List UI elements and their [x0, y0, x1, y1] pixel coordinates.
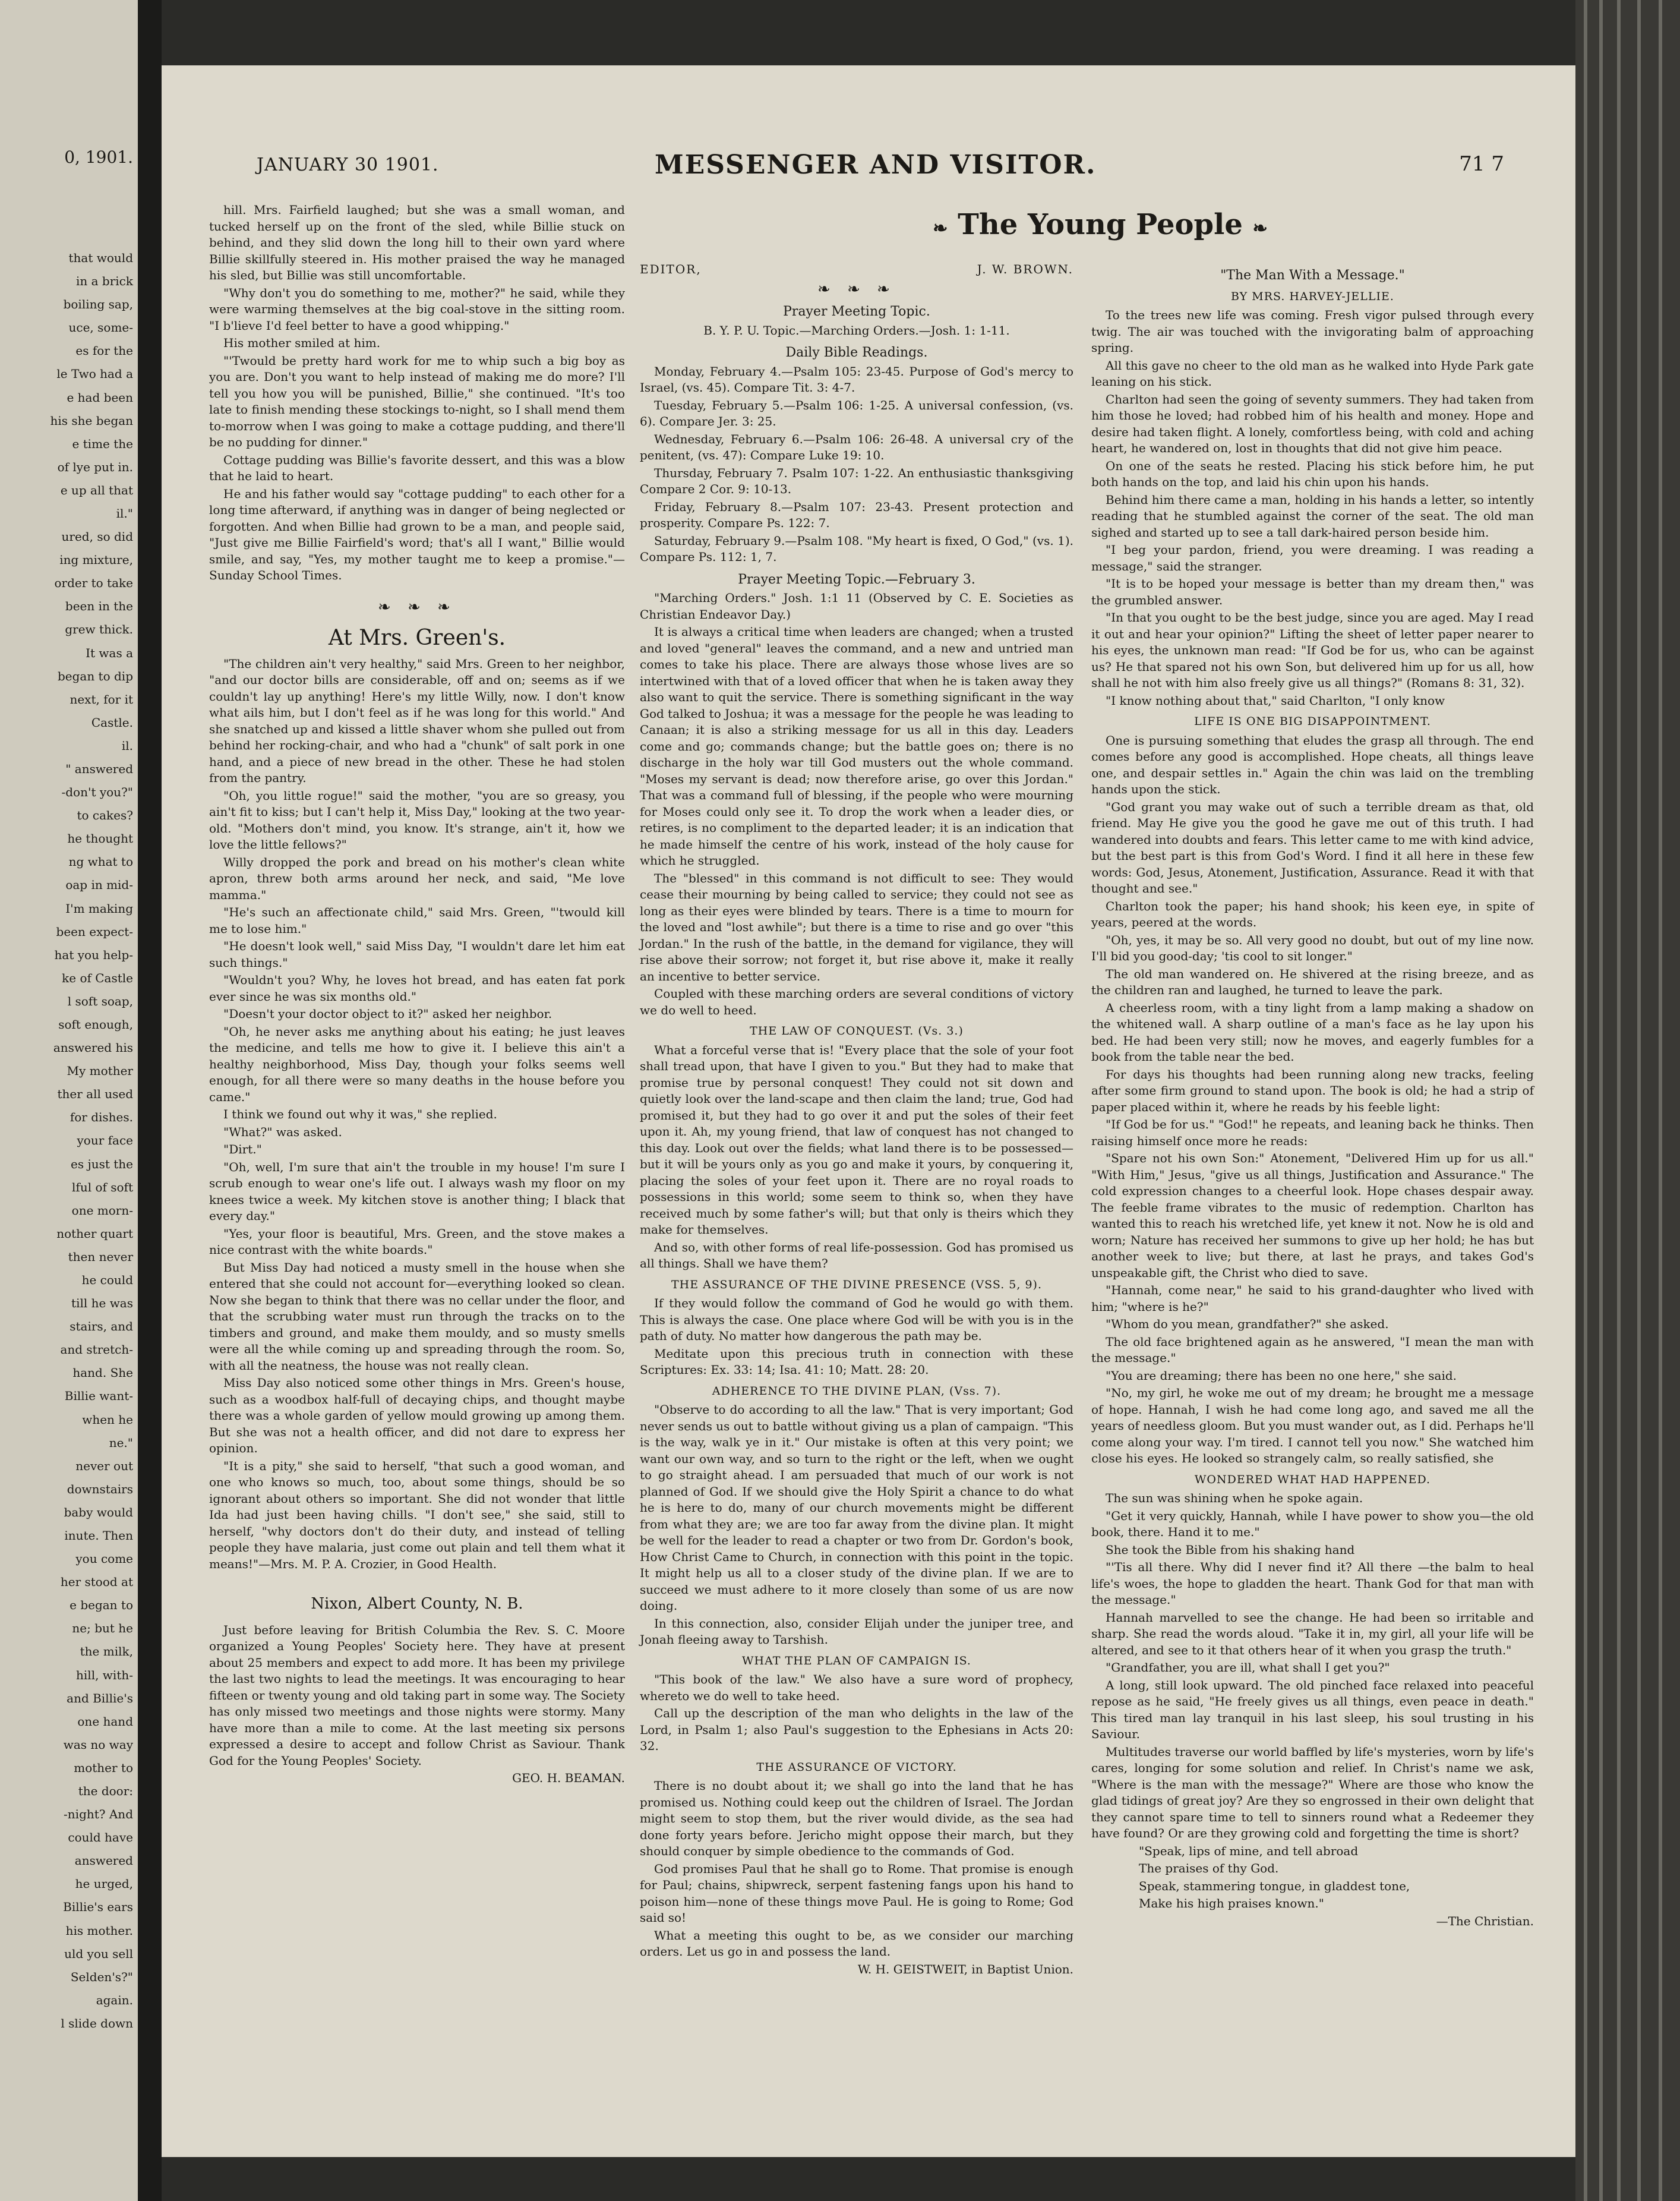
- editor-line: [640, 261, 1073, 278]
- paragraph: A long, still look upward. The old pinched face relaxed into peaceful repose as he said, "He freely gives us all things, even peace in death." This tired man lay tranquil in his last sleep, his soul trusting in his Saviour.: [1091, 1677, 1534, 1741]
- fragment-line: ng what to: [68, 854, 133, 869]
- paragraph: For days his thoughts had been running along new tracks, feeling after some firm ground to stand upon. The book is old; he had a strip of paper placed within it, where he reads by his feeble light:: [1091, 1067, 1534, 1114]
- fragment-line: boiling sap,: [63, 297, 133, 312]
- paragraph: Behind him there came a man, holding in his hands a letter, so intently reading that he stumbled against the corner of the seat. The old man sighed and started up to see a tall dark-haired person beside him.: [1091, 492, 1534, 540]
- fragment-line: he urged,: [75, 1877, 133, 1891]
- fragment-line: l slide down: [61, 2016, 133, 2030]
- fragment-line: es for the: [75, 343, 133, 358]
- paragraph: "It is to be hoped your message is better than my dream then," was the grumbled answer.: [1091, 576, 1534, 607]
- paragraph: Call up the description of the man who delights in the law of the Lord, in Psalm 1; also Paul's suggestion to the Ephesians in Acts 20: 32.: [640, 1706, 1073, 1753]
- paragraph: "This book of the law." We also have a sure word of prophecy, whereto we do well to take heed.: [640, 1672, 1073, 1703]
- story-title: At Mrs. Green's.: [328, 626, 506, 650]
- paragraph: Wednesday, February 6.—Psalm 106: 26-48. A universal cry of the penitent, (vs. 47): Compare Luke 19: 10.: [640, 431, 1073, 462]
- column-1: [209, 202, 625, 1789]
- paragraph: Charlton took the paper; his hand shook; his keen eye, in spite of years, peered at the words.: [1091, 898, 1534, 929]
- page-number: 71 7: [1459, 152, 1504, 176]
- subsection-heading: THE ASSURANCE OF VICTORY.: [756, 1760, 957, 1774]
- fragment-line: l soft soap,: [67, 994, 133, 1008]
- paragraph: "Marching Orders." Josh. 1:1 11 (Observed by C. E. Societies as Christian Endeavor Day.): [640, 591, 1073, 622]
- paragraph: "Observe to do according to all the law." That is very important; God never sends us out to battle without giving us a plan of campaign. "This is the way, walk ye in it." Our mistake is often at this very point; we want our own way, and so turn to the right or the left, when we ought to go straight ahead. I am persuaded that much of our work is not planned of God. If we should give the Holy Spirit a chance to do what he is here to do, many of our church movements might be different from what they are; we are too far away from the divine plan. It might be well for the leader to read a chapter or two from Dr. Gordon's book, How Christ Came to Church, in connection with this point in the topic. It might help us all to a closer study of the divine plan. If we are to succeed we must adhere to it more closely than some of us are now doing.: [640, 1402, 1073, 1613]
- fragment-line: your face: [77, 1133, 133, 1148]
- fragment-line: for dishes.: [70, 1110, 133, 1125]
- fragment-line: you come: [75, 1552, 133, 1566]
- story-title: Nixon, Albert County, N. B.: [311, 1595, 523, 1613]
- fragment-line: downstairs: [67, 1481, 133, 1496]
- paragraph: "I beg your pardon, friend, you were dreaming. I was reading a message," said the stranger.: [1091, 543, 1534, 573]
- fragment-line: e had been: [67, 390, 133, 405]
- fragment-line: he could: [81, 1273, 133, 1287]
- fragment-line: could have: [68, 1830, 133, 1845]
- paragraph: "Whom do you mean, grandfather?" she asked.: [1106, 1317, 1389, 1331]
- paragraph: "Hannah, come near," he said to his grand-daughter who lived with him; "where is he?": [1091, 1283, 1534, 1314]
- fragment-line: began to dip: [57, 669, 133, 683]
- fragment-line: ured, so did: [61, 529, 133, 544]
- paragraph: He and his father would say "cottage pudding" to each other for a long time afterward, if anything was in danger of being neglected or forgotten. And when Billie had grown to be a man, and people said, "Just give me Billie Fairfield's word; that's all I want," Billie would smile, and say, "Yes, my mother taught me to keep a promise."—Sunday School Times.: [209, 486, 625, 582]
- fragment-line: been in the: [65, 599, 133, 614]
- paragraph: On one of the seats he rested. Placing his stick before him, he put both hands on the top, and laid his chin upon his hands.: [1091, 458, 1534, 489]
- binding-gutter: [138, 0, 162, 2201]
- leaf-ornament-icon: ❧: [1252, 218, 1268, 239]
- paragraph: "What?" was asked.: [223, 1124, 342, 1139]
- paragraph: "God grant you may wake out of such a terrible dream as that, old friend. May He give you the good he gave me out of this truth. I had wandered into doubts and fears. This letter came to me with kind advice, but the best part is this from God's Word. I find it all here in these few words: God, Jesus, Atonement, Justification, Assurance. Read it with that thought and see.": [1091, 799, 1534, 895]
- subsection-heading: THE LAW OF CONQUEST. (Vs. 3.): [750, 1024, 964, 1038]
- fragment-line: the door:: [78, 1784, 133, 1798]
- paragraph: But Miss Day had noticed a musty smell in the house when she entered that she could not account for—everything looked so clean. Now she began to think that there was no cellar under the floor, and that the scrubbing water must run through the tracks on to the timbers and ground, and make them mouldy, and so musty smells were all the while coming up and spreading through the room. So, with all the neatness, the house was not really clean.: [209, 1260, 625, 1373]
- fragment-line: again.: [96, 1992, 133, 2007]
- fragment-line: grew thick.: [65, 622, 133, 637]
- fragment-line: uld you sell: [64, 1946, 133, 1961]
- paragraph: "In that you ought to be the best judge, since you are aged. May I read it out and hear your opinion?" Lifting the sheet of letter paper nearer to his eyes, the unknown man read: "If God be for us, who can be against us? He that spared not his own Son, but delivered him up for us all, how shall he not with him also freely give us all things?" (Romans 8: 31, 32).: [1091, 610, 1534, 690]
- fragment-line: es just the: [71, 1156, 133, 1171]
- fragment-line: answered: [74, 1853, 133, 1868]
- ornament-divider: ❧ ❧ ❧: [817, 280, 896, 298]
- paragraph: "Oh, he never asks me anything about his eating; he just leaves the medicine, and tells me how to give it. I believe this ain't a healthy neighborhood, Miss Day, though your folks seems well enough, for all there were so many deaths in the house before you came.": [209, 1024, 625, 1104]
- signature: W. H. GEISTWEIT, in Baptist Union.: [857, 1962, 1073, 1976]
- fragment-line: My mother: [67, 1064, 133, 1079]
- fragment-line: uce, some-: [68, 320, 133, 335]
- fragment-line: stairs, and: [70, 1319, 133, 1334]
- fragment-line: been expect-: [56, 924, 133, 939]
- issue-date: JANUARY 30 1901.: [257, 154, 439, 175]
- fragment-line: inute. Then: [64, 1528, 133, 1543]
- fragment-line: her stood at: [60, 1575, 133, 1590]
- fragment-line: ing mixture,: [59, 553, 133, 567]
- paragraph: "Speak, lips of mine, and tell abroad: [1139, 1843, 1359, 1858]
- fragment-line: one hand: [77, 1714, 133, 1729]
- paragraph: "Yes, your floor is beautiful, Mrs. Green, and the stove makes a nice contrast with the white boards.": [209, 1226, 625, 1257]
- section-title-text: The Young People: [958, 208, 1243, 241]
- paragraph: And so, with other forms of real life-possession. God has promised us all things. Shall we have them?: [640, 1240, 1073, 1270]
- paragraph: Coupled with these marching orders are several conditions of victory we do well to heed.: [640, 986, 1073, 1017]
- fragment-line: -night? And: [64, 1807, 133, 1822]
- paragraph: The sun was shining when he spoke again.: [1106, 1491, 1363, 1505]
- ornament-divider: ❧ ❧ ❧: [378, 598, 456, 616]
- fragment-line: when he: [82, 1412, 133, 1427]
- fragment-line: hand. She: [72, 1366, 133, 1380]
- fragment-line: e began to: [70, 1598, 133, 1613]
- fragment-line: and stretch-: [60, 1342, 133, 1357]
- fragment-line: to cakes?: [77, 808, 133, 823]
- byline: BY MRS. HARVEY-JELLIE.: [1231, 289, 1394, 303]
- fragment-line: Billie's ears: [63, 1900, 133, 1915]
- paragraph: "You are dreaming; there has been no one here," she said.: [1106, 1368, 1457, 1383]
- paragraph: The old man wandered on. He shivered at the rising breeze, and as the children ran and laughed, he turned to leave the park.: [1091, 966, 1534, 997]
- paragraph: "Wouldn't you? Why, he loves hot bread, and has eaten fat pork ever since he was six months old.": [209, 973, 625, 1004]
- paragraph: "Dirt.": [223, 1142, 262, 1156]
- fragment-line: It was a: [86, 645, 133, 660]
- fragment-line: answered his: [53, 1040, 133, 1055]
- paragraph: She took the Bible from his shaking hand: [1106, 1542, 1355, 1557]
- signature: —The Christian.: [1436, 1913, 1534, 1928]
- fragment-header: 0, 1901.: [64, 147, 133, 167]
- paragraph: What a meeting this ought to be, as we consider our marching orders. Let us go in and possess the land.: [640, 1928, 1073, 1959]
- fragment-line: one morn-: [71, 1203, 133, 1218]
- fragment-line: that would: [68, 251, 133, 265]
- fragment-line: oap in mid-: [65, 878, 133, 893]
- prayer-topic-heading: Prayer Meeting Topic.: [783, 304, 930, 319]
- paragraph: All this gave no cheer to the old man as he walked into Hyde Park gate leaning on his stick.: [1091, 358, 1534, 389]
- paragraph: "Get it very quickly, Hannah, while I have power to show you—the old book, there. Hand it to me.": [1091, 1508, 1534, 1539]
- fragment-line: hill, with-: [76, 1667, 133, 1682]
- fragment-line: was no way: [63, 1737, 133, 1752]
- fragment-line: of lye put in.: [57, 459, 133, 474]
- paragraph: Thursday, February 7. Psalm 107: 1-22. An enthusiastic thanksgiving Compare 2 Cor. 9: 10-13.: [640, 465, 1073, 496]
- column-3: [1091, 261, 1534, 1932]
- paragraph: There is no doubt about it; we shall go into the land that he has promised us. Nothing could keep out the children of Israel. The Jordan might seem to stop them, but the river would divide, as the sea had done forty years before. Jericho might oppose their march, but they should conquer by simple obedience to the commands of God.: [640, 1779, 1073, 1858]
- paragraph: Meditate upon this precious truth in connection with these Scriptures: Ex. 33: 14; Isa. 41: 10; Matt. 28: 20.: [640, 1346, 1073, 1377]
- paragraph: "He's such an affectionate child," said Mrs. Green, "'twould kill me to lose him.": [209, 905, 625, 936]
- section-title: [863, 208, 1338, 241]
- page-stack-edge: [1575, 0, 1680, 2201]
- topic-heading: Prayer Meeting Topic.—February 3.: [738, 572, 975, 587]
- fragment-line: hat you help-: [54, 947, 133, 962]
- running-header: [162, 149, 1575, 190]
- paragraph: What a forceful verse that is! "Every place that the sole of your foot shall tread upon, that have I given to you." But they had to make that promise true by personal conquest! They could not sit down and quietly look over the land-scape and then claim the land; true, God had promised it, but they had to go over it and put the soles of their feet upon it. Ah, my young friend, that law of conquest has not changed to this day. Look out over the fields; what land there is to be possessed—but it will be yours only as you go and make it yours, by conquering it, placing the soles of your feet upon it. There are no royal roads to possessions in this world; some seem to think so, when they have received much by some father's will; but that only is theirs which they make for themselves.: [640, 1042, 1073, 1237]
- fragment-line: the milk,: [80, 1644, 133, 1659]
- paragraph: Miss Day also noticed some other things in Mrs. Green's house, such as a woodbox half-full of decaying chips, and thought maybe there was a whole garden of yellow mould growing up among them. But she was not a health officer, and did not dare to express her opinion.: [209, 1376, 625, 1455]
- paragraph: "No, my girl, he woke me out of my dream; he brought me a message of hope. Hannah, I wish he had come long ago, and saved me all the years of needless gloom. But you must wander out, as I did. Perhaps he'll come along your way. I'm tired. I cannot tell you now." She watched him close his eyes. He looked so strangely calm, so really satisfied, she: [1091, 1386, 1534, 1465]
- paragraph: Friday, February 8.—Psalm 107: 23-43. Present protection and prosperity. Compare Ps. 122: 7.: [640, 499, 1073, 530]
- column-2: [640, 261, 1073, 1980]
- fragment-line: baby would: [64, 1505, 133, 1519]
- fragment-line: e time the: [72, 436, 133, 451]
- fragment-line: I'm making: [65, 901, 133, 916]
- editor-label: EDITOR,: [640, 262, 702, 276]
- fragment-line: le Two had a: [56, 367, 133, 381]
- prayer-topic: B. Y. P. U. Topic.—Marching Orders.—Josh. 1: 1-11.: [703, 323, 1010, 338]
- subsection-heading: WONDERED WHAT HAD HAPPENED.: [1194, 1472, 1431, 1486]
- fragment-line: il.": [116, 506, 133, 521]
- paragraph: "I know nothing about that," said Charlton, "I only know: [1106, 693, 1445, 708]
- paragraph: To the trees new life was coming. Fresh vigor pulsed through every twig. The air was touched with the invigorating balm of approaching spring.: [1091, 308, 1534, 355]
- readings-heading: Daily Bible Readings.: [785, 345, 928, 360]
- fragment-line: lful of soft: [72, 1180, 133, 1194]
- fragment-line: mother to: [74, 1760, 133, 1775]
- paragraph: A cheerless room, with a tiny light from a lamp making a shadow on the whitened wall. A sharp outline of a man's face as he lay upon his bed. He had been very still; now he moves, and eagerly fumbles for a book from the table near the bed.: [1091, 1000, 1534, 1064]
- editor-name: J. W. BROWN.: [977, 262, 1073, 276]
- paragraph: "The children ain't very healthy," said Mrs. Green to her neighbor, "and our doctor bills are considerable, off and on; seems as if we couldn't lay up anything! Here's my little Willy, now. I don't know what ails him, but I don't feel as if he was long for this world." And she snatched up and kissed a little shaver whom she pulled out from behind her rocking-chair, and who had a "chunk" of salt pork in one hand, and a piece of new bread in the other. These he had stolen from the pantry.: [209, 656, 625, 785]
- subsection-heading: ADHERENCE TO THE DIVINE PLAN, (Vss. 7).: [712, 1384, 1002, 1398]
- fragment-line: ne; but he: [72, 1621, 133, 1636]
- fragment-line: and Billie's: [67, 1691, 133, 1705]
- fragment-line: next, for it: [70, 692, 133, 707]
- signature: GEO. H. BEAMAN.: [512, 1771, 625, 1785]
- paragraph: His mother smiled at him.: [223, 336, 381, 350]
- fragment-line: nother quart: [56, 1226, 133, 1241]
- paragraph: If they would follow the command of God he would go with them. This is always the case. One place where God will be with you is in the path of duty. No matter how dangerous the path may be.: [640, 1296, 1073, 1343]
- paragraph: "Spare not his own Son:" Atonement, "Delivered Him up for us all." "With Him," Jesus, "give us all things, Justification and Assurance." The cold expression changes to a cheerful look. Hope chases despair away. The feeble frame vibrates to the music of redemption. Charlton has wanted this to reach his wretched life, yet knew it not. Now he is old and worn; Nature has received her summons to give up her hold; he has but another week to live; but there, at last he prays, and takes God's unspeakable gift, the Christ who died to save.: [1091, 1151, 1534, 1280]
- paragraph: Make his high praises known.": [1139, 1896, 1324, 1910]
- paragraph: hill. Mrs. Fairfield laughed; but she was a small woman, and tucked herself up on the front of the sled, while Billie stuck on behind, and they slid down the long hill to their own yard where Billie skillfully steered in. His mother praised the way he managed his sled, but Billie was still uncomfortable.: [209, 203, 625, 282]
- fragment-line: order to take: [54, 576, 133, 591]
- subsection-heading: WHAT THE PLAN OF CAMPAIGN IS.: [742, 1654, 971, 1667]
- paragraph: "Oh, you little rogue!" said the mother, "you are so greasy, you ain't fit to kiss; but I can't help it, Miss Day," looking at the two year-old. "Mothers don't mind, you know. It's strange, ain't it, how we love the little fellows?": [209, 788, 625, 852]
- paragraph: The praises of thy God.: [1139, 1861, 1279, 1875]
- fragment-line: e up all that: [60, 483, 133, 497]
- paragraph: The old face brightened again as he answered, "I mean the man with the message.": [1091, 1334, 1534, 1365]
- paragraph: The "blessed" in this command is not difficult to see: They would cease their mourning by being called to service; they could not see as long as their eyes were blinded by tears. There is a time to mourn for the loved and "lost awhile"; but there is a time to rise and go over "this Jordan." In the rush of the battle, in the demand for vigilance, they will rise above their sorrow; not forget it, but rise above it, make it really an incentive to better service.: [640, 871, 1073, 983]
- fragment-line: in a brick: [76, 274, 133, 289]
- fragment-line: Billie want-: [64, 1389, 133, 1404]
- paragraph: Hannah marvelled to see the change. He had been so irritable and sharp. She read the words aloud. "Take it in, my girl, all your life will be altered, and see to it that others hear of it when you grasp the truth.": [1091, 1610, 1534, 1657]
- paragraph: Tuesday, February 5.—Psalm 106: 1-25. A universal confession, (vs. 6). Compare Jer. 3: 25.: [640, 398, 1073, 428]
- paragraph: Willy dropped the pork and bread on his mother's clean white apron, threw both arms around her neck, and said, "Me love mamma.": [209, 854, 625, 902]
- paragraph: Cottage pudding was Billie's favorite dessert, and this was a blow that he laid to heart.: [209, 452, 625, 483]
- paragraph: "Why don't you do something to me, mother?" he said, while they were warming themselves at the big coal-stove in the sitting room. "I b'lieve I'd feel better to have a good whipping.": [209, 285, 625, 333]
- fragment-line: ther all used: [57, 1087, 133, 1102]
- fragment-line: his mother.: [65, 1923, 133, 1938]
- fragment-line: " answered: [65, 762, 133, 776]
- paragraph: Multitudes traverse our world baffled by life's mysteries, worn by life's cares, longing for some solution and relief. In Christ's name we ask, "Where is the man with the message?" Where are those who know the glad tidings of great joy? Are they so engrossed in their own delight that they cannot spare time to tell to sinners round what a Redeemer they have found? Or are they growing cold and forgetting the time is short?: [1091, 1744, 1534, 1840]
- paragraph: Saturday, February 9.—Psalm 108. "My heart is fixed, O God," (vs. 1). Compare Ps. 112: 1, 7.: [640, 533, 1073, 564]
- fragment-line: ne.": [109, 1435, 133, 1450]
- paragraph: Monday, February 4.—Psalm 105: 23-45. Purpose of God's mercy to Israel, (vs. 45). Compare Tit. 3: 4-7.: [640, 364, 1073, 395]
- story-title: "The Man With a Message.": [1220, 268, 1405, 283]
- paragraph: I think we found out why it was," she replied.: [223, 1107, 497, 1121]
- fragment-line: his she began: [50, 413, 133, 428]
- paragraph: God promises Paul that he shall go to Rome. That promise is enough for Paul; chains, shipwreck, serpent fastening fangs upon his hand to poison him—none of these things move Paul. He is going to Rome; God said so!: [640, 1861, 1073, 1925]
- fragment-line: -don't you?": [61, 785, 133, 800]
- paragraph: One is pursuing something that eludes the grasp all through. The end comes before any good is accomplished. Hope cheats, all things leave one, and despair settles in." Again the chin was laid on the trembling hands upon the stick.: [1091, 733, 1534, 796]
- fragment-line: Castle.: [91, 715, 133, 730]
- fragment-line: till he was: [71, 1296, 133, 1311]
- paragraph: "It is a pity," she said to herself, "that such a good woman, and one who knows so much, too, about some things, should be so ignorant about others so important. She did not wonder that little Ida had just been having chills. "I don't see," she said, still to herself, "why doctors don't do their duty, and instead of telling people they have malaria, just come out plain and tell them what it means!"—Mrs. M. P. A. Crozier, in Good Health.: [209, 1458, 625, 1571]
- fragment-line: ke of Castle: [62, 970, 133, 985]
- subsection-heading: LIFE IS ONE BIG DISAPPOINTMENT.: [1194, 715, 1431, 728]
- publication-title: MESSENGER AND VISITOR.: [655, 150, 1097, 180]
- paragraph: "Grandfather, you are ill, what shall I get you?": [1106, 1660, 1390, 1675]
- fragment-line: soft enough,: [58, 1017, 133, 1032]
- fragment-line: Selden's?": [70, 1969, 133, 1984]
- fragment-line: he thought: [67, 831, 133, 846]
- paragraph: "If God be for us." "God!" he repeats, and leaning back he thinks. Then raising himself once more he reads:: [1091, 1117, 1534, 1148]
- paragraph: "'Tis all there. Why did I never find it? All there —the balm to heal life's woes, the hope to gladden the heart. Thank God for that man with the message.": [1091, 1560, 1534, 1607]
- leaf-ornament-icon: ❧: [933, 218, 948, 239]
- fragment-line: then never: [68, 1249, 133, 1264]
- paragraph: "Oh, well, I'm sure that ain't the trouble in my house! I'm sure I scrub enough to wear one's life out. I always wash my floor on my knees twice a week. My kitchen stove is another thing; I black that every day.": [209, 1159, 625, 1223]
- newspaper-page: [162, 65, 1575, 2157]
- fragment-line: il.: [121, 738, 133, 753]
- paragraph: In this connection, also, consider Elijah under the juniper tree, and Jonah fleeing away to Tarshish.: [640, 1616, 1073, 1647]
- paragraph: It is always a critical time when leaders are changed; when a trusted and loved "general" leaves the command, and a new and untried man comes to take his place. There are always those whose lives are so intertwined with that of a loved officer that when he is taken away they also want to quit the service. There is something significant in the way God talked to Joshua; it was a message for the people he was leading to Canaan; it is also a striking message for us all in this day. Leaders come and go; commands change; but the battle goes on; there is no discharge in the holy war till God musters out the whole command. "Moses my servant is dead; now therefore arise, go over this Jordan." That was a command full of blessing, if the people who were mourning for Moses could only see it. To drop the work when a leader dies, or retires, is no compliment to the departed leader; it is an indication that he made himself the centre of his work, instead of the holy cause for which he struggled.: [640, 625, 1073, 868]
- paragraph: Charlton had seen the going of seventy summers. They had taken from him those he loved; had robbed him of his health and money. Hope and desire had taken flight. A lonely, comfortless being, with cold and aching heart, he wandered on, lost in thoughts that did not give him peace.: [1091, 392, 1534, 455]
- fragment-line: never out: [75, 1458, 133, 1473]
- paragraph: "Doesn't your doctor object to it?" asked her neighbor.: [223, 1007, 552, 1021]
- adjacent-page-fragment: [0, 0, 138, 2201]
- paragraph: "He doesn't look well," said Miss Day, "I wouldn't dare let him eat such things.": [209, 939, 625, 970]
- paragraph: "'Twould be pretty hard work for me to whip such a big boy as you are. Don't you want to help instead of making me do more? I'll tell you how you will be punished, Billie," she continued. "It's too late to finish mending these stockings to-night, so I shall mend them to-morrow when I was going to make a cottage pudding, and there'll be no pudding for dinner.": [209, 353, 625, 449]
- paragraph: Just before leaving for British Columbia the Rev. S. C. Moore organized a Young Peoples' Society here. They have at present about 25 members and expect to add more. It has been my privilege the last two nights to lead the meetings. It was encouraging to hear fifteen or twenty young and old taking part in some way. The Society has only missed two meetings and those nights were stormy. Many have more than a mile to come. At the last meeting six persons expressed a desire to accept and follow Christ as Saviour. Thank God for the Young Peoples' Society.: [209, 1622, 625, 1768]
- paragraph: Speak, stammering tongue, in gladdest tone,: [1139, 1878, 1410, 1893]
- subsection-heading: THE ASSURANCE OF THE DIVINE PRESENCE (VSS. 5, 9).: [671, 1278, 1042, 1291]
- paragraph: "Oh, yes, it may be so. All very good no doubt, but out of my line now. I'll bid you good-day; 'tis cool to sit longer.": [1091, 932, 1534, 963]
